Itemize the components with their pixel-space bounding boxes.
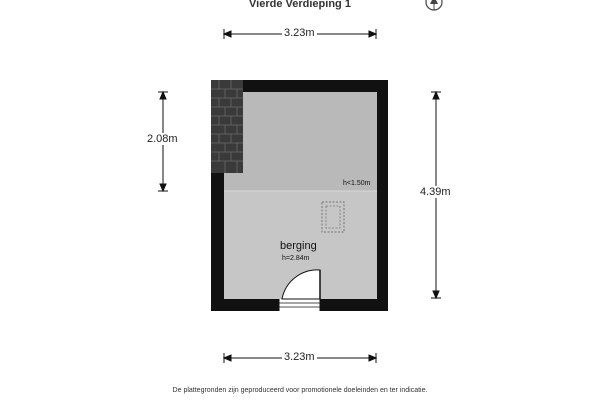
disclaimer-text: De plattegronden zijn geproduceerd voor promotionele doeleinden en ter indicatie. — [172, 387, 428, 394]
dimension-right-label: 4.39m — [420, 186, 451, 198]
low-area-height-label: h<1.50m — [343, 180, 371, 187]
dimension-bottom-label: 3.23m — [284, 351, 315, 363]
low-ceiling-area — [224, 173, 243, 191]
room-name-berging: berging — [280, 240, 317, 252]
floor-title: Vierde Verdieping 1 — [249, 0, 351, 10]
dimension-left-label: 2.08m — [147, 133, 178, 145]
low-ceiling-area — [243, 92, 377, 191]
roof-tiles-icon — [211, 80, 243, 173]
dimension-top-label: 3.23m — [284, 27, 315, 39]
room-height-berging: h=2.84m — [282, 255, 310, 262]
